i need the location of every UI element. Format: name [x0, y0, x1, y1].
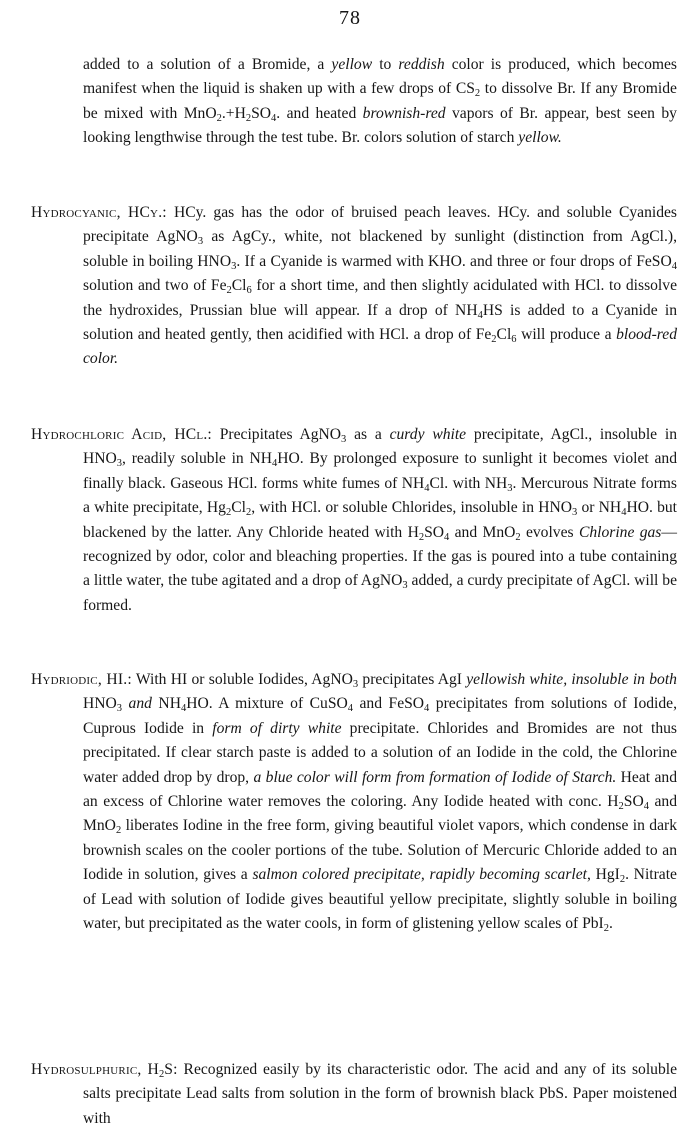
italic-run: reddish — [398, 56, 445, 73]
text-run: Heat and an excess of Chlorine water removes the coloring. Any Iodide heated with conc. H — [83, 768, 678, 811]
entry-heading: Hydrosulphuric, H — [31, 1061, 160, 1078]
text-run: and FeSO — [353, 695, 425, 713]
subscript: 4 — [180, 703, 187, 715]
subscript: 4 — [424, 703, 430, 715]
entry-text — [31, 1058, 677, 1131]
subscript: 2 — [418, 531, 425, 543]
text-run: will produce a — [516, 326, 617, 344]
text-run: .+H — [221, 104, 246, 122]
text-run: or NH — [577, 499, 622, 517]
subscript: 4 — [347, 703, 354, 715]
text-run: —recognized by odor, color and bleaching properties. If the gas is poured into a tube containing a little water, the tube agitated and a drop of AgNO — [83, 523, 677, 590]
text-run: . Mercurous Nitrate forms a white precipitate, Hg — [83, 474, 677, 517]
italic-run: curdy white — [389, 426, 467, 443]
subscript: 3 — [231, 260, 237, 272]
entry-text — [31, 53, 677, 151]
italic-run: Chlorine gas — [578, 523, 662, 541]
text-run: , readily soluble in NH — [122, 450, 273, 468]
italic-run: yellow. — [518, 129, 562, 147]
text-run: vapors of Br. appear, best seen by looking lengthwise through the test tube. Br. colors solution of starch — [83, 104, 677, 147]
subscript: 2 — [226, 285, 232, 297]
subscript: 2 — [225, 507, 232, 519]
subscript: 2 — [245, 507, 252, 519]
subscript: 4 — [272, 458, 278, 470]
entry-heading-end: S: — [164, 1061, 178, 1078]
text-run: as AgCy., white, not blackened by sunlight (distinction from AgCl.), soluble in boiling HNO — [83, 228, 677, 270]
subscript: 2 — [216, 112, 222, 124]
entry-heading: Hydriodic, HI.: — [31, 671, 132, 688]
subscript: 3 — [197, 236, 204, 248]
text-run: precipitate, AgCl., insoluble in HNO — [83, 426, 678, 468]
italic-run: blood-red color. — [83, 326, 677, 368]
subscript: 4 — [671, 260, 677, 272]
text-run: SO — [251, 104, 272, 122]
subscript: 4 — [424, 482, 430, 494]
subscript: 2 — [618, 801, 624, 813]
text-run: for a short time, and then slightly acidulated with HCl. to dissolve the hydroxides, Prussian blue will appear. If a drop of NH — [83, 277, 677, 319]
subscript: 3 — [572, 507, 578, 519]
subscript: 4 — [444, 531, 450, 543]
entry-hydrocyanic — [31, 201, 677, 372]
text-run: HO. By prolonged exposure to sunlight it becomes violet and finally black. Gaseous HCl. forms white fumes of NH — [83, 450, 677, 492]
text-run: With HI or soluble Iodides, AgNO — [131, 671, 353, 688]
subscript: 2 — [245, 112, 252, 124]
subscript: 2 — [603, 923, 610, 935]
entry-heading: Hydrochloric Acid, HCl.: — [31, 426, 212, 443]
text-run: to — [372, 56, 399, 73]
subscript: 2 — [515, 531, 521, 543]
text-run: to dissolve Br. If any Bromide be mixed with MnO — [83, 80, 677, 122]
subscript: 3 — [116, 703, 123, 715]
text-run: and MnO — [449, 523, 516, 541]
text-run: added, a curdy precipitate of AgCl. will be formed. — [83, 572, 678, 614]
subscript: 2 — [159, 1069, 165, 1080]
text-run: HO. A mixture of CuSO — [186, 695, 348, 713]
entry-hydriodic — [31, 668, 677, 936]
entry-bromide-continued — [31, 53, 677, 151]
subscript: 4 — [477, 309, 483, 321]
text-run: evolves — [520, 523, 579, 541]
italic-run: yellow — [331, 56, 373, 73]
subscript: 3 — [402, 580, 408, 592]
text-run: , with HCl. or soluble Chlorides, insoluble in HNO — [251, 499, 573, 517]
text-run: precipitates from solutions of Iodide, Cuprous Iodide in — [83, 695, 677, 737]
text-run: HS is added to a Cyanide in solution and heated gently, then acidified with HCl. a drop of Fe — [83, 301, 677, 344]
entry-hydrosulphuric — [31, 1058, 677, 1131]
text-run: Cl — [496, 326, 512, 344]
subscript: 4 — [271, 112, 277, 124]
text-run: HO. but blackened by the latter. Any Chloride heated with H — [83, 499, 678, 541]
text-run: as a — [346, 426, 390, 443]
subscript: 3 — [116, 458, 123, 470]
text-run: precipitates AgI — [358, 671, 467, 688]
text-run: SO — [424, 523, 445, 541]
entry-text — [31, 668, 677, 936]
text-run: precipitate. Chlorides and Bromides are not thus precipitated. If clear starch paste is added to a solution of an Iodide in the cold, the Chlorine water added drop by drop, — [83, 719, 677, 786]
text-run: , HgI — [587, 866, 620, 884]
text-run: Cl. with NH — [429, 474, 508, 492]
text-run: . If a Cyanide is warmed with KHO. and three or four drops of FeSO — [236, 252, 672, 270]
text-run: Recognized easily by its characteristic odor. The acid and any of its soluble salts precipitate Lead salts from solution in the form of brownish black PbS. Paper moistened with — [83, 1061, 678, 1127]
italic-run: form of dirty white — [212, 719, 342, 737]
subscript: 4 — [643, 801, 649, 813]
italic-run: a blue color will form from formation of Iodide of Starch. — [253, 768, 617, 786]
text-run: Cl — [231, 499, 246, 517]
entry-hydrochloric — [31, 423, 677, 618]
italic-run: yellowish white, insoluble in both — [466, 671, 677, 688]
entry-heading: Hydrocyanic, HCy.: — [31, 204, 167, 221]
text-run: solution and two of Fe — [83, 277, 227, 295]
italic-run: and — [128, 695, 152, 713]
text-run: HNO — [83, 695, 117, 713]
subscript: 3 — [352, 679, 359, 690]
subscript: 2 — [491, 334, 497, 346]
subscript: 2 — [619, 874, 626, 886]
text-run: HCy. gas has the odor of bruised peach leaves. HCy. and soluble Cyanides precipitate AgNO — [83, 204, 677, 246]
text-run: . — [609, 915, 613, 933]
subscript: 4 — [621, 507, 627, 519]
italic-run: brownish-red — [362, 104, 446, 122]
text-run: Precipitates AgNO — [211, 426, 342, 443]
subscript: 3 — [507, 482, 513, 494]
text-run: added to a solution of a Bromide, a — [83, 56, 332, 73]
subscript: 6 — [246, 285, 252, 297]
italic-run: salmon colored precipitate, rapidly becoming scarlet — [252, 866, 587, 884]
subscript: 2 — [474, 88, 481, 100]
text-run: SO — [623, 793, 644, 811]
entry-text — [31, 423, 677, 618]
subscript: 3 — [341, 434, 347, 445]
text-run: . and heated — [276, 104, 363, 122]
text-run: color is produced, which becomes manifest when the liquid is shaken up with a few drops of CS — [83, 56, 678, 98]
text-run: Cl — [231, 277, 247, 295]
text-run: . Nitrate of Lead with solution of Iodide gives beautiful yellow precipitate, slightly soluble in boiling water, but precipitated as the water cools, in form of glistening yellow scales of PbI — [83, 866, 677, 933]
page-number: 78 — [339, 7, 361, 29]
text-run: liberates Iodine in the free form, giving beautiful violet vapors, which condense in dark brownish scales on the cooler portions of the tube. Solution of Mercuric Chloride added to an Iodide in solution, gives a — [83, 817, 677, 884]
entry-text — [31, 201, 677, 372]
text-run: NH — [151, 695, 181, 713]
subscript: 2 — [115, 825, 122, 837]
subscript: 6 — [511, 334, 517, 346]
text-run: and MnO — [83, 793, 677, 835]
